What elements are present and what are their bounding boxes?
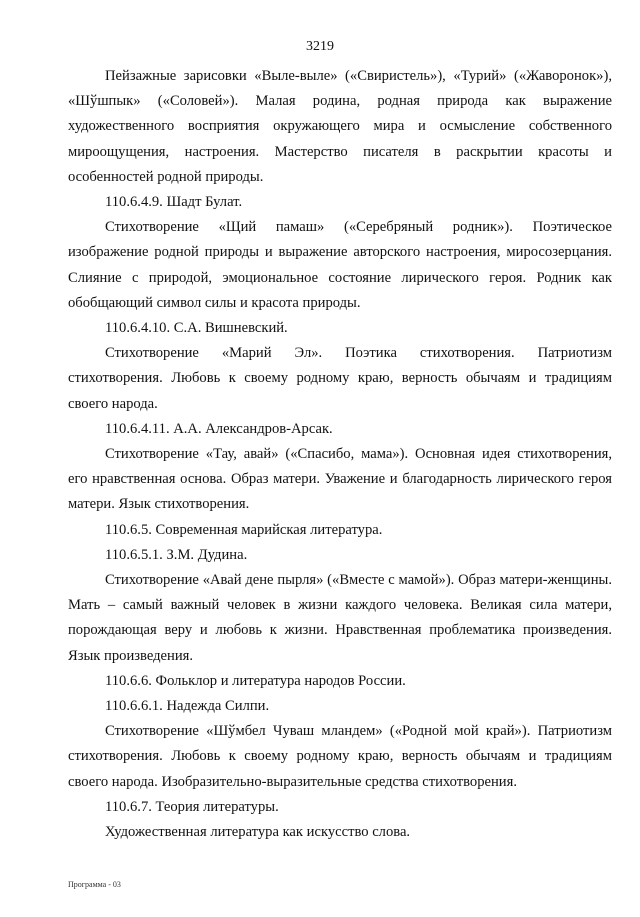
section-heading-dudina: 110.6.5.1. З.М. Дудина. [105,546,248,563]
section-heading-modern-mari-literature: 110.6.5. Современная марийская литература. [105,521,383,538]
section-heading-aleksandrov-arsak: 110.6.4.11. А.А. Александров-Арсак. [105,420,333,437]
paragraph-silver-spring: Стихотворение «Щий памаш» («Серебряный родник»). Поэтическое изображение родной природы и выражение авторского настроения, миросозерцания. Слияние с природой, эмоциональное состояние лирического героя. Родник как обобщающий символ силы и красота природы. [68,219,612,311]
document-body [68,64,612,845]
section-heading-shadt-bulat: 110.6.4.9. Шадт Булат. [105,194,243,211]
section-heading-literary-theory: 110.6.7. Теория литературы. [105,798,279,815]
section-heading-nadezhda-silpi: 110.6.6.1. Надежда Силпи. [105,698,270,715]
page-number: 3219 [306,39,334,54]
section-heading-art-of-word: Художественная литература как искусство слова. [105,824,411,841]
paragraph-with-mother: Стихотворение «Авай дене пырля» («Вместе с мамой»). Образ матери-женщины. Мать – самый важный человек в жизни каждого человека. Великая сила матери, порождающая веру и любовь к жизни. Нравственная проблематика произведения. Язык произведения. [68,572,612,664]
paragraph-mariy-el: Стихотворение «Марий Эл». Поэтика стихотворения. Патриотизм стихотворения. Любовь к своему родному краю, верность обычаям и традициям своего народа. [68,345,612,412]
paragraph-thank-you-mama: Стихотворение «Тау, авай» («Спасибо, мама»). Основная идея стихотворения, его нравственная основа. Образ матери. Уважение и благодарность лирического героя матери. Язык стихотворения. [68,446,612,513]
section-heading-vishnevsky: 110.6.4.10. С.А. Вишневский. [105,320,288,337]
page-footer: Программа - 03 [68,880,121,889]
section-heading-folklore: 110.6.6. Фольклор и литература народов России. [105,672,406,689]
paragraph-native-land: Стихотворение «Шўмбел Чуваш мландем» («Родной мой край»). Патриотизм стихотворения. Любовь к своему родному краю, верность обычаям и традициям своего народа. Изобразительно-выразительные средства стихотворения. [68,723,612,790]
paragraph-landscape-sketches: Пейзажные зарисовки «Выле-выле» («Свиристель»), «Турий» («Жаворонок»), «Шўшпык» («Соловей»). Малая родина, родная природа как выражение художественного восприятия окружающего мира и осмысление собственного мироощущения, настроения. Мастерство писателя в раскрытии красоты и особенностей родной природы. [68,68,612,185]
